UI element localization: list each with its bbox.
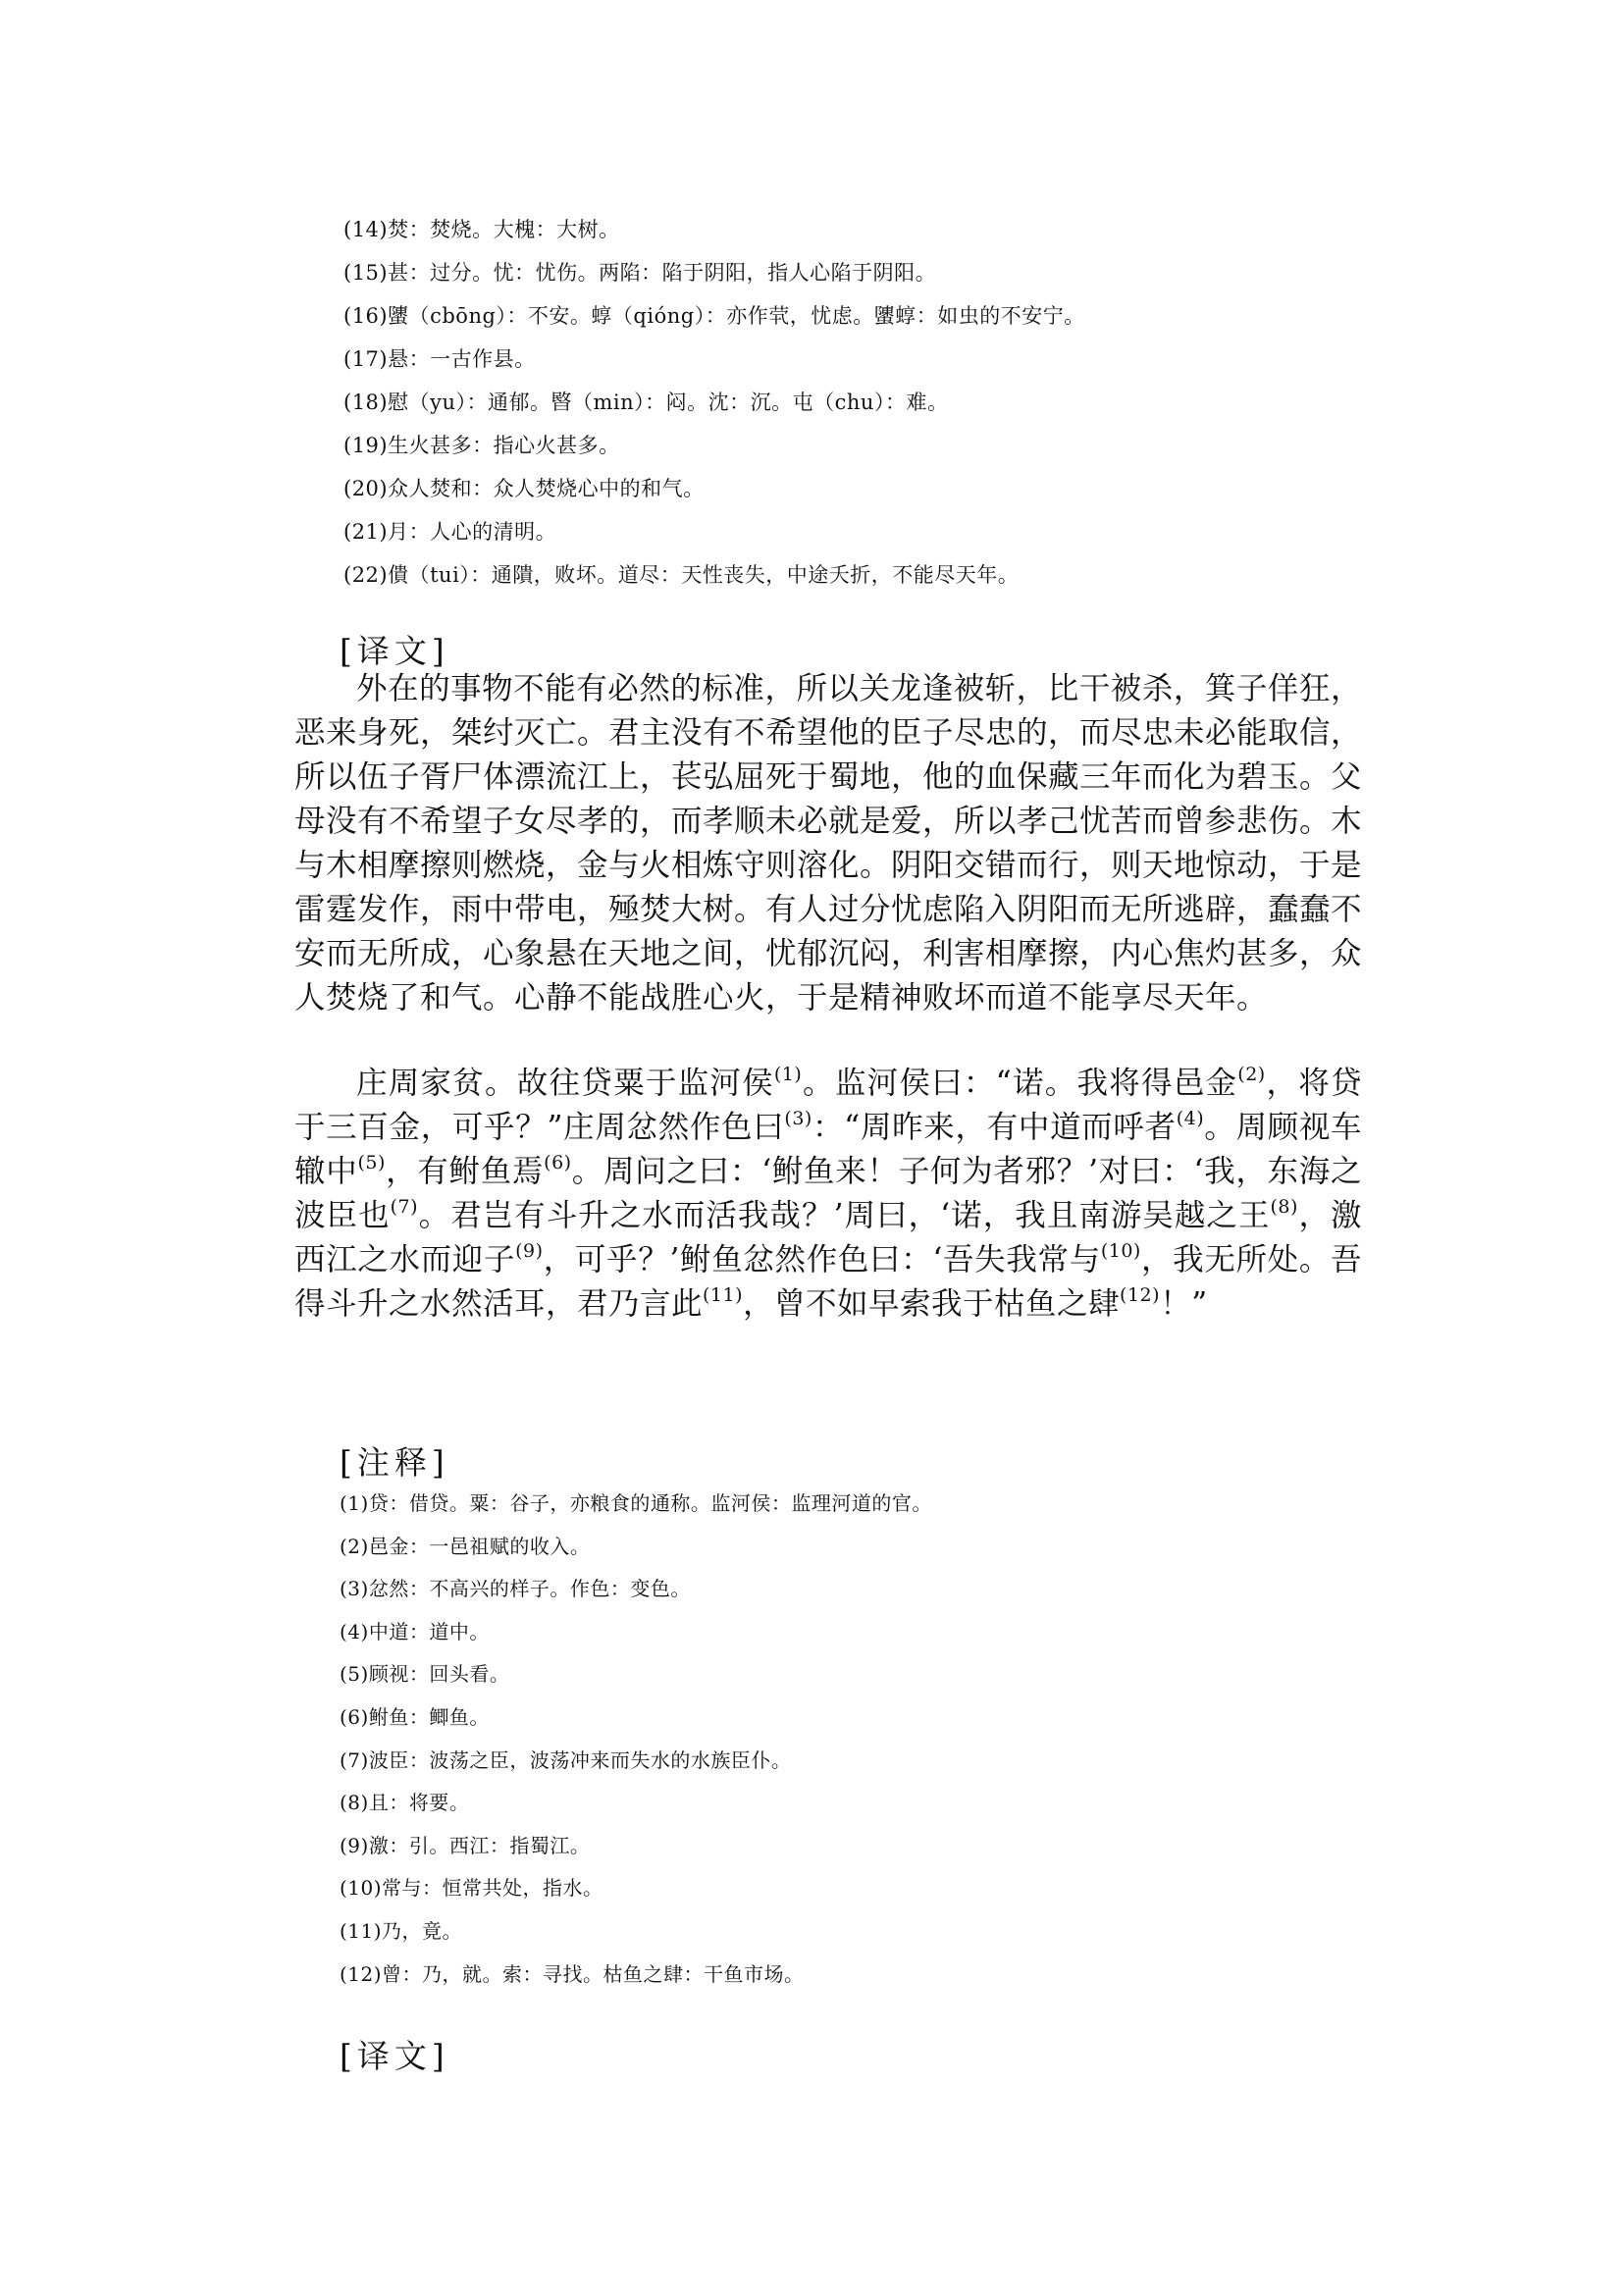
note-item: (6)鲋鱼：鲫鱼。 bbox=[340, 1704, 490, 1729]
footnote-marker: (4) bbox=[1176, 1108, 1205, 1129]
footnote-marker: (2) bbox=[1237, 1064, 1266, 1085]
story-text: 。君岂有斗升之水而活我哉？’周曰，‘诺，我且南游吴越之王 bbox=[418, 1198, 1271, 1233]
footnote-marker: (10) bbox=[1100, 1240, 1141, 1262]
notes-list-top bbox=[343, 208, 1325, 597]
note-item: (20)众人焚和：众人焚烧心中的和气。 bbox=[343, 477, 705, 500]
story-text: ，可乎？’鲋鱼忿然作色曰：‘吾失我常与 bbox=[543, 1242, 1101, 1277]
note-item: (5)顾视：回头看。 bbox=[340, 1662, 510, 1687]
story-text: ，将贷于三百金，可乎？”庄周忿然作色曰 bbox=[294, 1066, 1362, 1145]
note-item: (12)曾：乃，就。索：寻找。枯鱼之肆：干鱼市场。 bbox=[340, 1961, 805, 1986]
section-heading-notes: [注释] bbox=[340, 1443, 449, 1482]
note-item: (15)甚：过分。忧：忧伤。两陷：陷于阴阳，指人心陷于阴阳。 bbox=[343, 261, 937, 285]
footnote-marker: (6) bbox=[544, 1152, 572, 1173]
footnote-marker: (12) bbox=[1120, 1284, 1161, 1306]
story-text: ：“周昨来，有中道而呼者 bbox=[812, 1110, 1177, 1145]
footnote-marker: (7) bbox=[390, 1196, 419, 1218]
note-item: (18)慰（yu）：通郁。暋（min）：闷。沈：沉。屯（chu）：难。 bbox=[343, 391, 949, 414]
story-text: 。周问之曰：‘鲋鱼来！子何为者邪？’对曰：‘我，东海之波臣也 bbox=[294, 1154, 1362, 1233]
footnote-marker: (11) bbox=[703, 1284, 744, 1306]
section-heading-translation-2: [译文] bbox=[340, 2037, 449, 2075]
note-item: (17)悬：一古作县。 bbox=[343, 347, 536, 371]
story-text: 。周顾视车辙中 bbox=[294, 1110, 1362, 1189]
note-item: (7)波臣：波荡之臣，波荡冲来而失水的水族臣仆。 bbox=[340, 1747, 792, 1772]
section-heading-translation: [译文] bbox=[340, 632, 449, 670]
note-item: (8)且：将要。 bbox=[340, 1791, 470, 1815]
footnote-marker: (5) bbox=[357, 1152, 386, 1173]
story-text: 。监河侯曰：“诺。我将得邑金 bbox=[802, 1066, 1238, 1101]
note-item: (16)螴（cbōng）：不安。蜳（qióng）：亦作茕，忧虑。螴蜳：如虫的不安宁。 bbox=[343, 304, 1085, 328]
notes-list-bottom bbox=[340, 1483, 1321, 1996]
note-item: (4)中道：道中。 bbox=[340, 1619, 490, 1643]
note-item: (14)焚：焚烧。大槐：大树。 bbox=[343, 218, 620, 241]
footnote-marker: (1) bbox=[773, 1064, 803, 1085]
note-item: (2)邑金：一邑祖赋的收入。 bbox=[340, 1534, 591, 1558]
note-item: (1)贷：借贷。粟：谷子，亦粮食的通称。监河侯：监理河道的官。 bbox=[340, 1491, 932, 1515]
translation-paragraph: 外在的事物不能有必然的标准，所以关龙逢被斩，比干被杀，箕子佯狂，恶来身死，桀纣灭亡。君主没有不希望他的臣子尽忠的，而尽忠未必能取信，所以伍子胥尸体漂流江上，苌弘屈死于蜀地，他的血保藏三年而化为碧玉。父母没有不希望子女尽孝的，而孝顺未必就是爱，所以孝己忧苦而曾参悲伤。木与木相摩擦则燃烧，金与火相炼守则溶化。阴阳交错而行，则天地惊动，于是雷霆发作，雨中带电，殛焚大树。有人过分忧虑陷入阴阳而无所逃辟，蠢蠢不安而无所成，心象悬在天地之间，忧郁沉闷，利害相摩擦，内心焦灼甚多，众人焚烧了和气。心静不能战胜心火，于是精神败坏而道不能享尽天年。 bbox=[294, 671, 1363, 1016]
story-paragraph bbox=[294, 1062, 1362, 1327]
note-item: (21)月：人心的清明。 bbox=[343, 520, 557, 544]
story-text: 庄周家贫。故往贷粟于监河侯 bbox=[356, 1066, 774, 1101]
footnote-marker: (3) bbox=[784, 1108, 812, 1129]
story-text: ，激西江之水而迎子 bbox=[294, 1198, 1362, 1277]
footnote-marker: (8) bbox=[1270, 1196, 1298, 1218]
story-text: ，我无所处。吾得斗升之水然活耳，君乃言此 bbox=[294, 1242, 1362, 1322]
note-item: (22)僓（tui）：通隤，败坏。道尽：天性丧失，中途夭折，不能尽天年。 bbox=[343, 563, 1020, 587]
story-text: ，有鲋鱼焉 bbox=[385, 1154, 545, 1189]
note-item: (3)忿然：不高兴的样子。作色：变色。 bbox=[340, 1577, 691, 1601]
story-text: ，曾不如早索我于枯鱼之肆 bbox=[743, 1286, 1121, 1322]
note-item: (9)激：引。西江：指蜀江。 bbox=[340, 1833, 591, 1857]
note-item: (10)常与：恒常共处，指水。 bbox=[340, 1876, 603, 1901]
note-item: (11)乃，竟。 bbox=[340, 1918, 463, 1943]
story-text: ！” bbox=[1160, 1286, 1208, 1322]
footnote-marker: (9) bbox=[515, 1240, 544, 1262]
note-item: (19)生火甚多：指心火甚多。 bbox=[343, 434, 620, 457]
